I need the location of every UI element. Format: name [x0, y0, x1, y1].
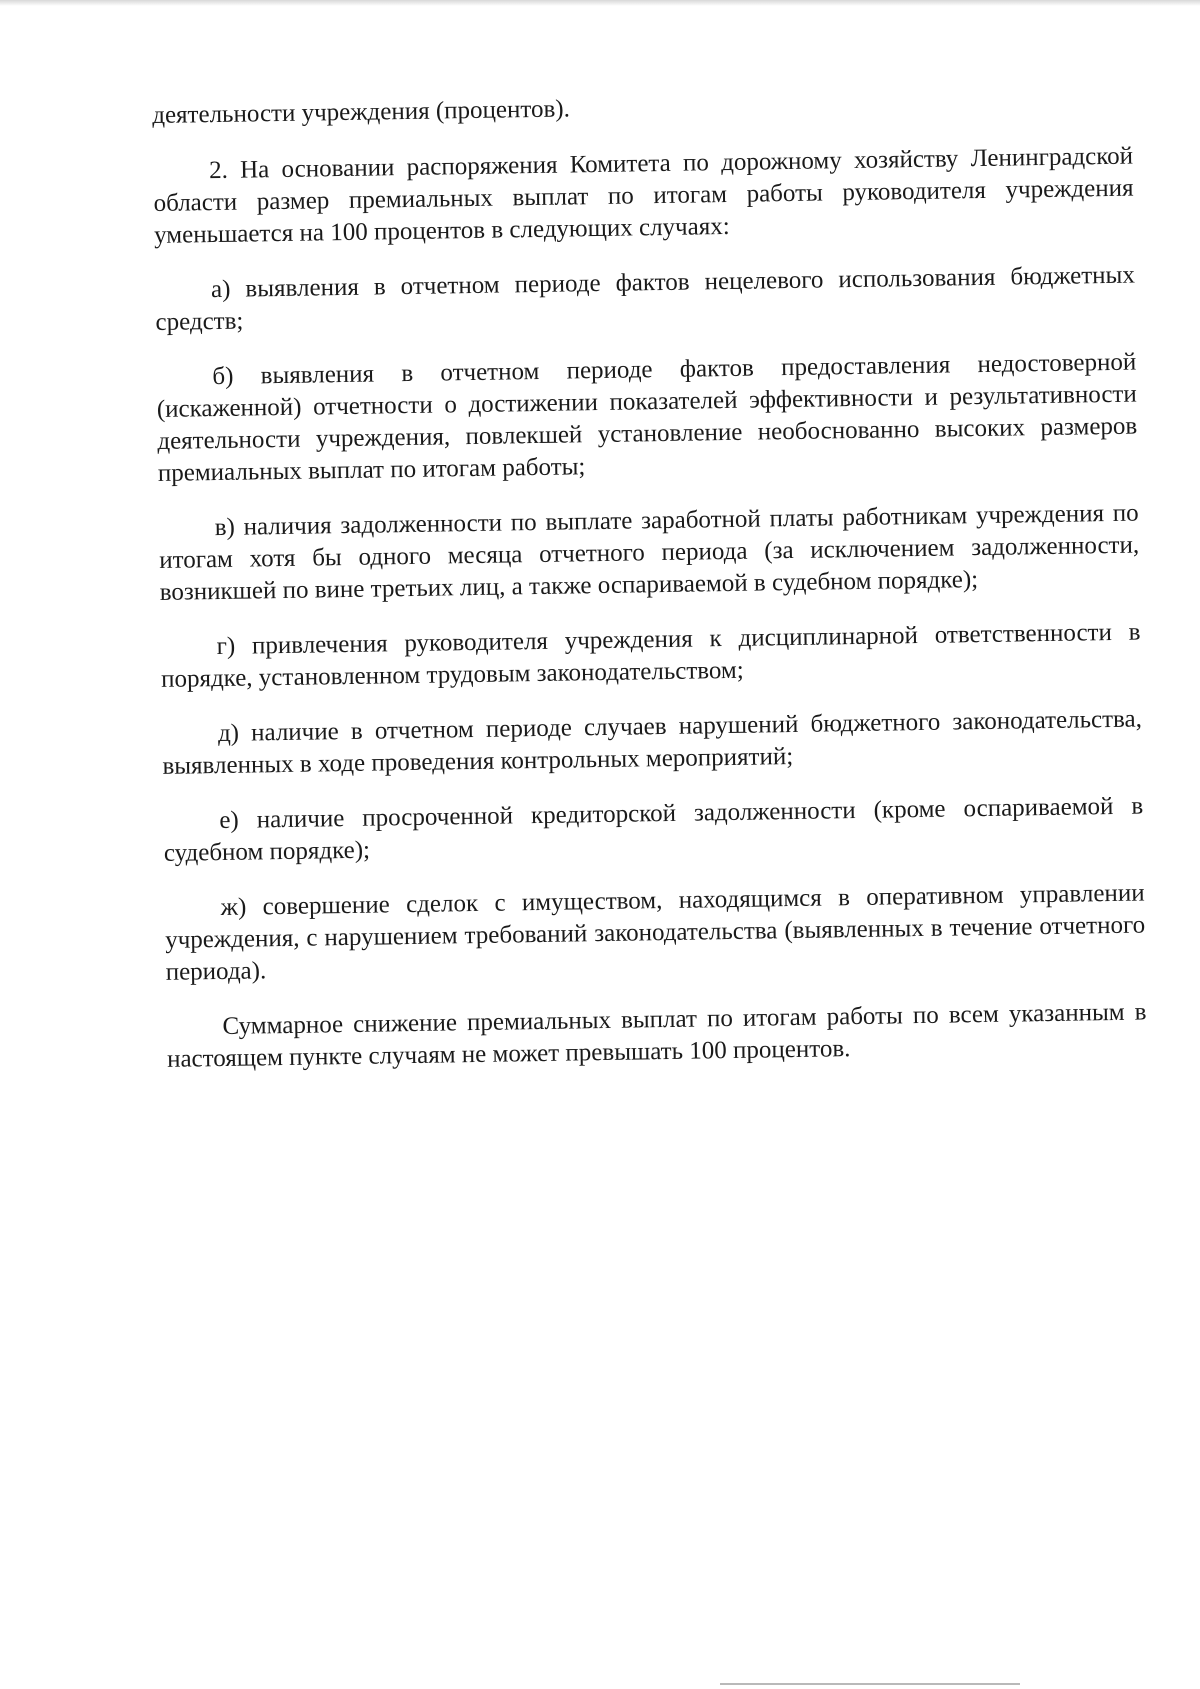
- paragraph-case-a: а) выявления в отчетном периоде фактов нецелевого использования бюджетных средств;: [155, 261, 1136, 336]
- paragraph-summary: Суммарное снижение премиальных выплат по итогам работы по всем указанным в настоящем пункте случаям не может превышать 100 процентов.: [166, 998, 1147, 1073]
- paragraph-case-b: б) выявления в отчетном периоде фактов предоставления недостоверной (искаженной) отчетности о достижении показателей эффективности и результативности деятельности учреждения, повлекшей установление необоснованно высоких размеров премиальных выплат по итогам работы;: [156, 348, 1138, 487]
- paragraph-case-v: в) наличия задолженности по выплате заработной платы работникам учреждения по итогам хотя бы одного месяца отчетного периода (за исключением задолженности, возникшей по вине третьих лиц, а также оспариваемой в судебном порядке);: [159, 499, 1140, 606]
- paragraph-case-e: е) наличие просроченной кредиторской задолженности (кроме оспариваемой в судебном порядке);: [163, 792, 1144, 867]
- document-body: [152, 85, 1148, 1099]
- paragraph-case-zh: ж) совершение сделок с имуществом, находящимся в оперативном управлении учреждения, с нарушением требований законодательства (выявленных в течение отчетного периода).: [164, 879, 1146, 986]
- paragraph-case-d: д) наличие в отчетном периоде случаев нарушений бюджетного законодательства, выявленных в ходе проведения контрольных мероприятий;: [162, 705, 1143, 780]
- paragraph-item-2: 2. На основании распоряжения Комитета по дорожному хозяйству Ленинградской области размер премиальных выплат по итогам работы руководителя учреждения уменьшается на 100 процентов в следующих случаях:: [153, 142, 1134, 249]
- paragraph-continuation: деятельности учреждения (процентов).: [152, 95, 571, 129]
- scan-bottom-line: [720, 1683, 1020, 1685]
- scan-top-edge: [0, 0, 1200, 6]
- paragraph-case-g: г) привлечения руководителя учреждения к дисциплинарной ответственности в порядке, установленном трудовым законодательством;: [160, 618, 1141, 693]
